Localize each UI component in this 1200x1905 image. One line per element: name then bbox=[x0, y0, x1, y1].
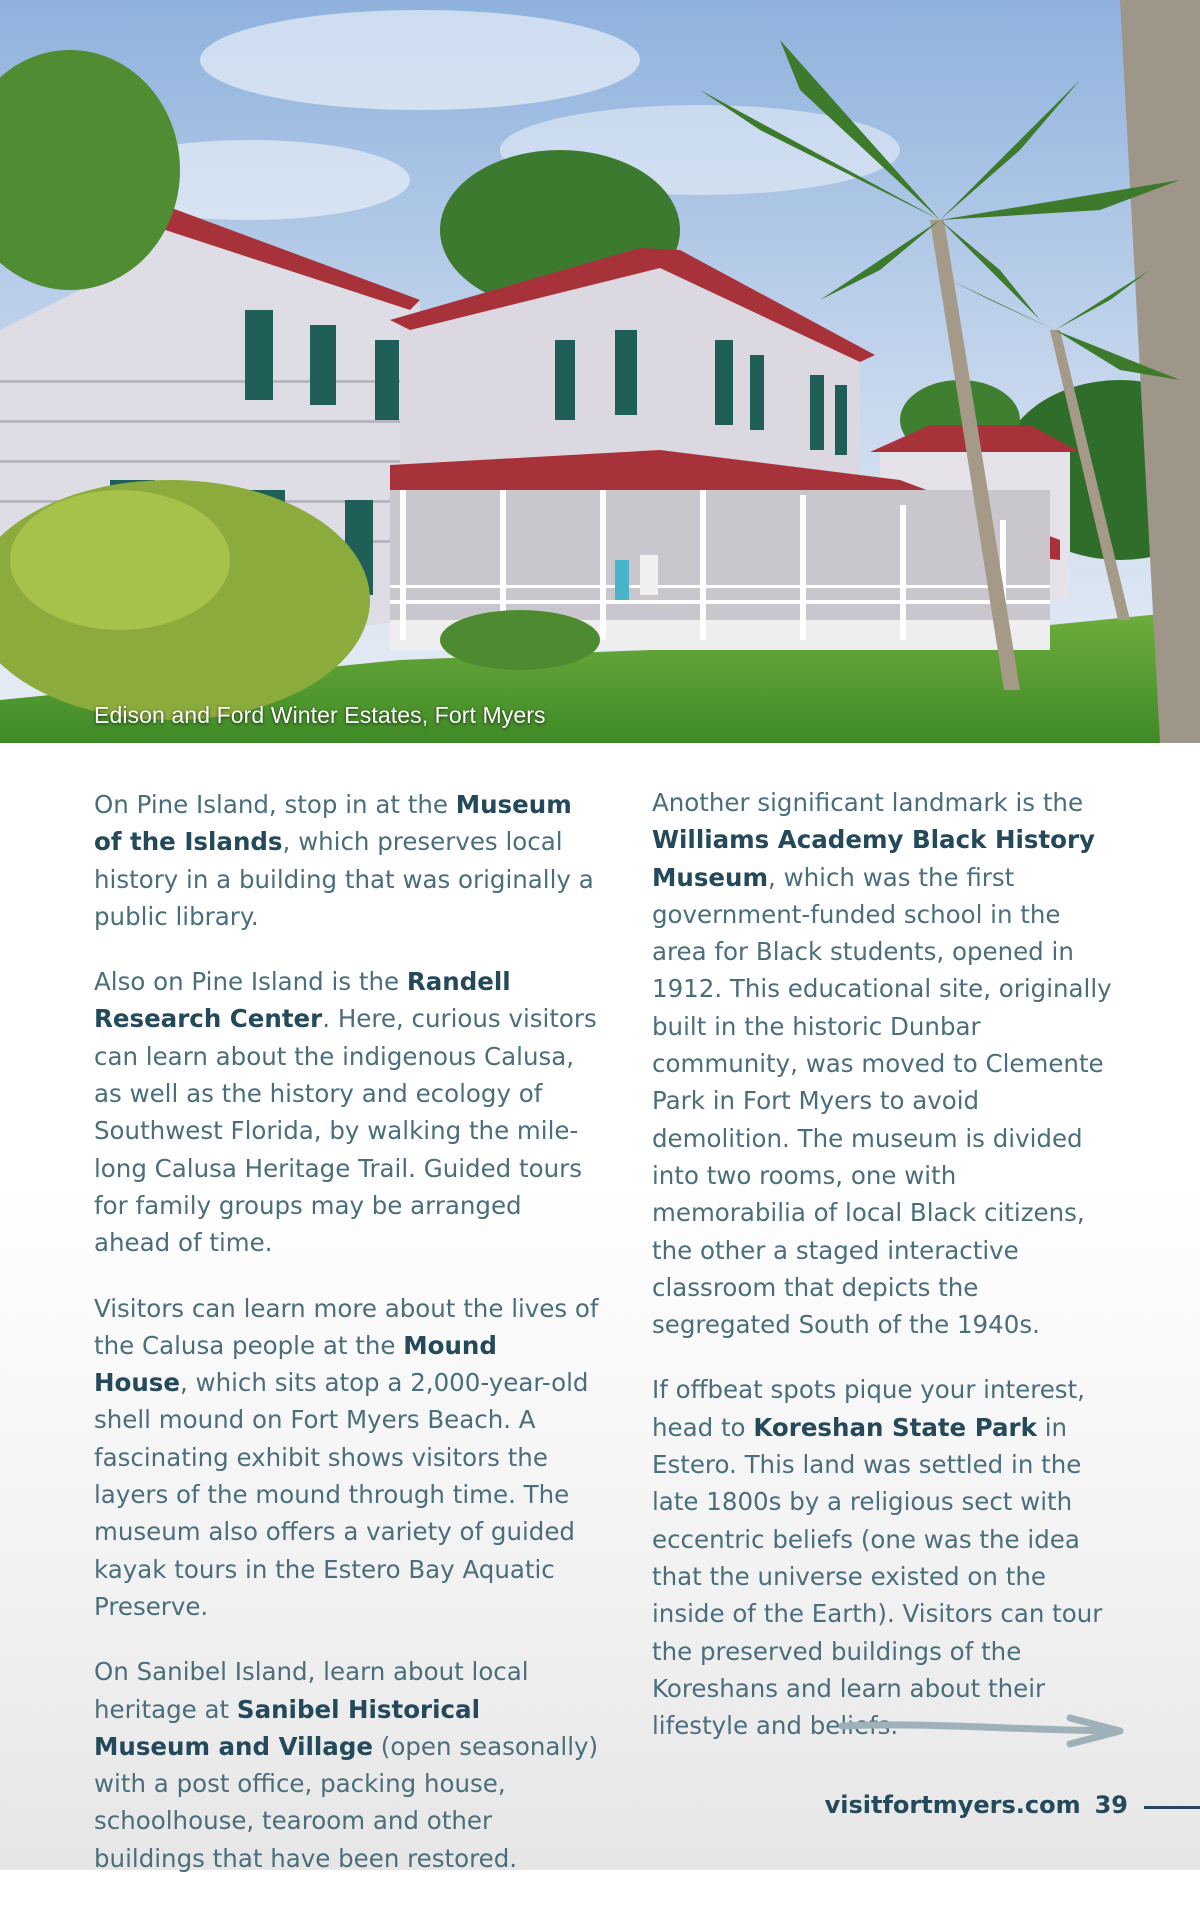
page-number: 39 bbox=[1094, 1791, 1128, 1819]
paragraph-text: Also on Pine Island is the bbox=[94, 967, 407, 997]
paragraph-museum-of-the-islands bbox=[94, 786, 599, 935]
paragraph-text: Visitors can learn more about the lives of the Calusa people at the bbox=[94, 1293, 599, 1360]
page-footer bbox=[825, 1791, 1128, 1819]
paragraph-text: (open seasonally) with a post office, packing house, schoolhouse, tearoom and other buildings that have been restored. bbox=[94, 1731, 599, 1873]
paragraph-text: If offbeat spots pique your interest, head to bbox=[652, 1375, 1085, 1442]
site-url[interactable]: visitfortmyers.com bbox=[824, 1791, 1081, 1819]
hero-photo bbox=[0, 0, 1200, 743]
venue-name: Koreshan State Park bbox=[753, 1412, 1037, 1442]
paragraph-text: , which was the first government-funded school in the area for Black students, opened in 1912. This educational site, originally built in the historic Dunbar community, was moved to Clemente Park in Fort Myers to avoid demolition. The museum is divided into two rooms, one with memorabilia of local Black citizens, the other a staged interactive classroom that depicts the segregated South of the 1940s. bbox=[652, 862, 1112, 1340]
footer-divider bbox=[1144, 1806, 1200, 1809]
paragraph-mound-house bbox=[94, 1290, 599, 1626]
paragraph-text: On Pine Island, stop in at the bbox=[94, 790, 456, 819]
estate-illustration bbox=[0, 0, 1200, 743]
paragraph-text: . Here, curious visitors can learn about the indigenous Calusa, as well as the history and ecology of Southwest Florida, by walking the mile-long Calusa Heritage Trail. Guided tours for family groups may be arranged ahead of time. bbox=[94, 1004, 597, 1258]
paragraph-williams-academy bbox=[652, 784, 1112, 1343]
photo-caption: Edison and Ford Winter Estates, Fort Myers bbox=[94, 702, 546, 728]
paragraph-text: in Estero. This land was settled in the late 1800s by a religious sect with eccentric beliefs (one was the idea that the universe existed on the inside of the Earth). Visitors can tour the preserved buildings of the Koreshans and learn about their lifestyle and beliefs. bbox=[652, 1412, 1103, 1741]
venue-name: Williams Academy Black History Museum bbox=[652, 825, 1096, 892]
venue-name: Museum of the Islands bbox=[94, 790, 572, 857]
right-column bbox=[652, 784, 1112, 1772]
paragraph-sanibel-historical-museum bbox=[94, 1653, 599, 1877]
left-column bbox=[94, 786, 599, 1905]
paragraph-text: , which preserves local history in a building that was originally a public library. bbox=[94, 827, 594, 931]
paragraph-koreshan-state-park bbox=[652, 1371, 1112, 1744]
venue-name: Mound House bbox=[94, 1330, 497, 1398]
paragraph-text: Another significant landmark is the bbox=[652, 788, 1084, 817]
paragraph-text: , which sits atop a 2,000-year-old shell mound on Fort Myers Beach. A fascinating exhibit shows visitors the layers of the mound through time. The museum also offers a variety of guided kayak tours in the Estero Bay Aquatic Preserve. bbox=[94, 1368, 589, 1621]
venue-name: Sanibel Historical Museum and Village bbox=[94, 1694, 480, 1761]
paragraph-randell-research-center bbox=[94, 963, 599, 1261]
venue-name: Randell Research Center bbox=[94, 967, 511, 1034]
right-arrow-icon[interactable] bbox=[838, 1712, 1128, 1756]
paragraph-text: On Sanibel Island, learn about local heritage at bbox=[94, 1657, 529, 1724]
